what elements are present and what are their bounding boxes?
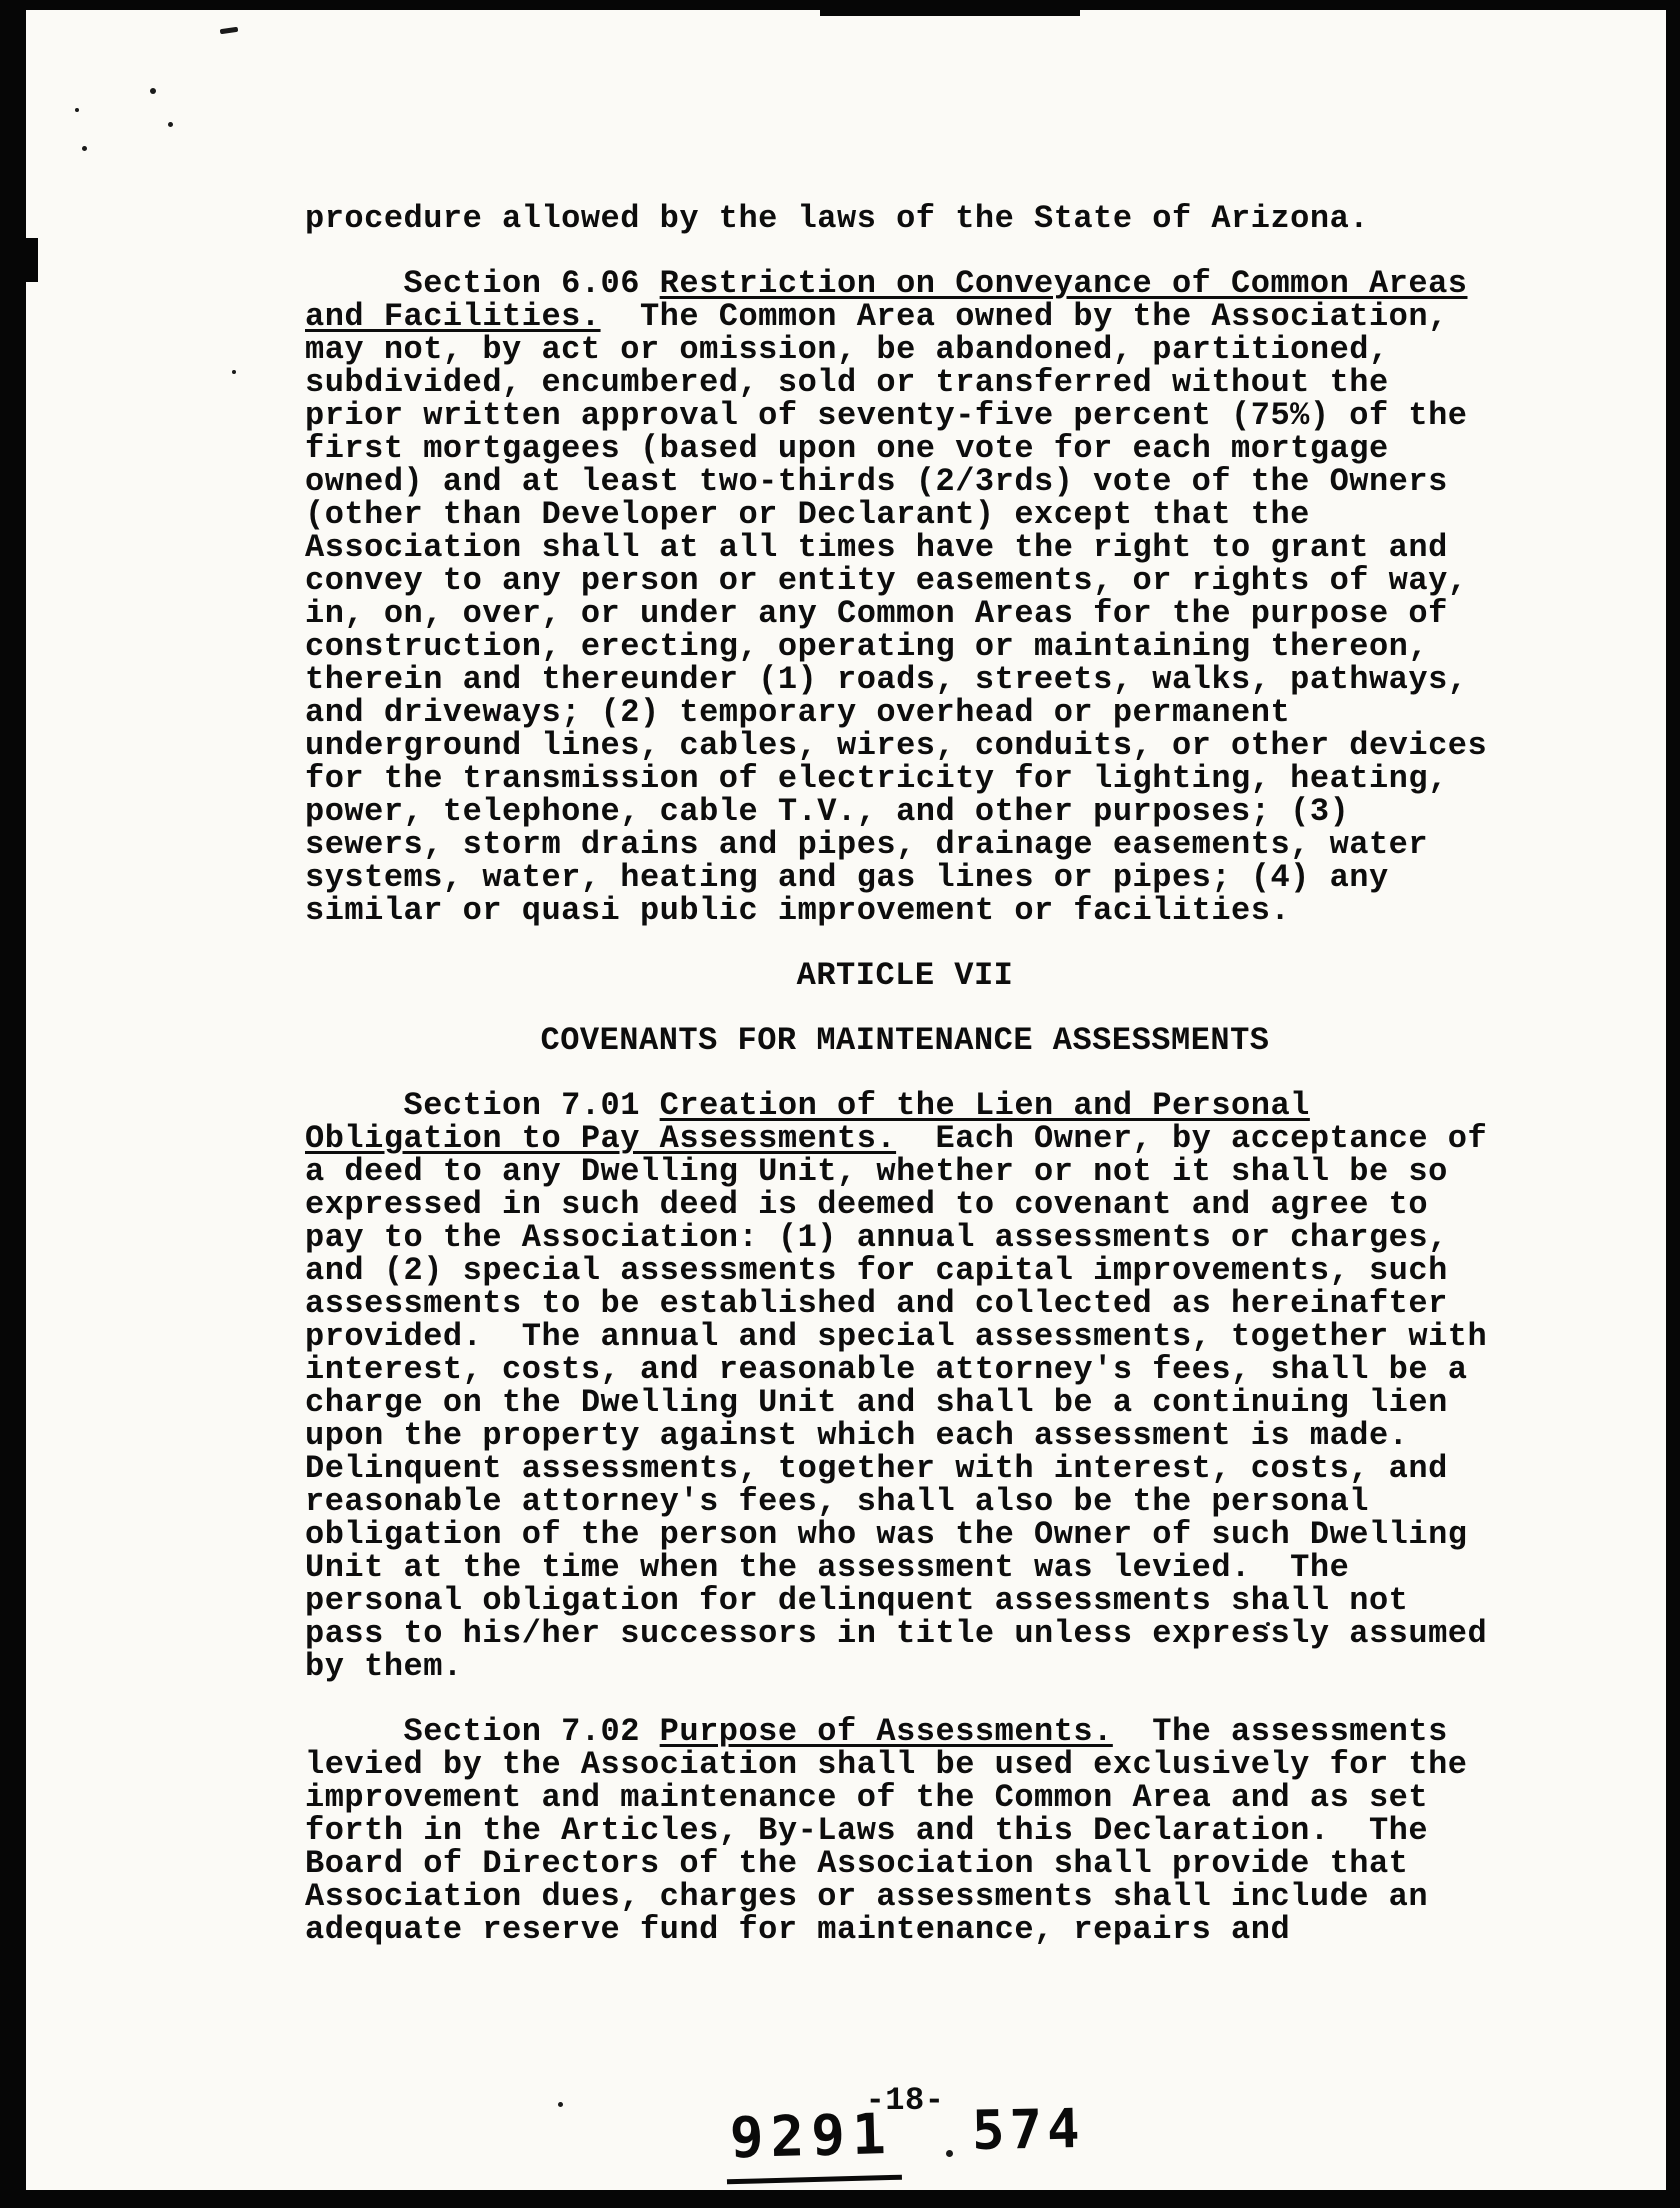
text-segment: The Common Area owned by the Association,: [600, 298, 1448, 335]
text-segment: procedure allowed by the laws of the State of Arizona.: [305, 200, 1369, 237]
text-line: [305, 630, 1505, 663]
text-segment: obligation of the person who was the Owner of such Dwelling: [305, 1516, 1468, 1553]
text-segment: a deed to any Dwelling Unit, whether or not it shall be so: [305, 1153, 1448, 1190]
text-segment: improvement and maintenance of the Common Area and as set: [305, 1779, 1429, 1816]
scan-speck: [75, 108, 79, 112]
text-segment: owned) and at least two-thirds (2/3rds) vote of the Owners: [305, 463, 1448, 500]
text-line: [305, 1748, 1505, 1781]
text-segment: Board of Directors of the Association shall provide that: [305, 1845, 1409, 1882]
text-line: [305, 564, 1505, 597]
text-line: [305, 959, 1505, 992]
text-line: [305, 1584, 1505, 1617]
text-segment: (other than Developer or Declarant) except that the: [305, 496, 1310, 533]
text-segment: similar or quasi public improvement or facilities.: [305, 892, 1291, 929]
text-segment: Section 7.01: [305, 1087, 660, 1124]
text-line: [305, 1452, 1505, 1485]
scan-border-blob: [0, 238, 38, 282]
document-page: [26, 10, 1666, 2190]
docket-stamp-right: 574: [971, 2097, 1086, 2162]
text-line: [305, 729, 1505, 762]
text-segment: Association dues, charges or assessments shall include an: [305, 1878, 1429, 1915]
text-segment: systems, water, heating and gas lines or pipes; (4) any: [305, 859, 1389, 896]
document-text-column: [305, 136, 1505, 2183]
text-line: [305, 828, 1505, 861]
text-line: [305, 663, 1505, 696]
text-segment: The assessments: [1112, 1713, 1448, 1750]
scan-border-blob: [820, 0, 1080, 16]
text-segment: upon the property against which each assessment is made.: [305, 1417, 1409, 1454]
text-segment: charge on the Dwelling Unit and shall be a continuing lien: [305, 1384, 1448, 1421]
text-line: [305, 1617, 1505, 1650]
article-subheading: [305, 1024, 1505, 1057]
text-line: [305, 1485, 1505, 1518]
text-segment: levied by the Association shall be used exclusively for the: [305, 1746, 1468, 1783]
underlined-heading-text: Restriction on Conveyance of Common Areas: [659, 265, 1468, 302]
text-line: [305, 762, 1505, 795]
text-segment: prior written approval of seventy-five percent (75%) of the: [305, 397, 1468, 434]
docket-stamp-left: 9291: [725, 2102, 902, 2185]
text-segment: interest, costs, and reasonable attorney's fees, shall be a: [305, 1351, 1468, 1388]
text-line: [305, 1715, 1505, 1748]
text-line: [305, 333, 1505, 366]
text-line: [305, 465, 1505, 498]
text-segment: Section 6.06: [305, 265, 660, 302]
text-segment: reasonable attorney's fees, shall also be the personal: [305, 1483, 1369, 1520]
scan-speck: [82, 146, 87, 151]
text-segment: forth in the Articles, By-Laws and this Declaration. The: [305, 1812, 1429, 1849]
text-segment: in, on, over, or under any Common Areas for the purpose of: [305, 595, 1448, 632]
text-segment: convey to any person or entity easements, or rights of way,: [305, 562, 1468, 599]
text-segment: adequate reserve fund for maintenance, repairs and: [305, 1911, 1291, 1948]
document-text: [305, 202, 1505, 1946]
text-line: [305, 531, 1505, 564]
article-heading: [305, 959, 1505, 992]
text-segment: and driveways; (2) temporary overhead or permanent: [305, 694, 1291, 731]
text-segment: Unit at the time when the assessment was levied. The: [305, 1549, 1350, 1586]
text-line: [305, 1024, 1505, 1057]
underlined-heading-text: and Facilities.: [305, 298, 601, 335]
text-segment: ARTICLE VII: [796, 957, 1014, 994]
text-segment: personal obligation for delinquent assessments shall not: [305, 1582, 1409, 1619]
text-segment: by them.: [305, 1648, 463, 1685]
text-line: [305, 366, 1505, 399]
text-line: [305, 1419, 1505, 1452]
text-line: [305, 1122, 1505, 1155]
text-line: [305, 861, 1505, 894]
text-line: [305, 267, 1505, 300]
text-line: [305, 498, 1505, 531]
text-line: [305, 1781, 1505, 1814]
scan-speck: [168, 122, 173, 127]
text-line: [305, 1155, 1505, 1188]
section-7-01: [305, 1089, 1505, 1683]
text-line: [305, 1880, 1505, 1913]
text-line: [305, 1913, 1505, 1946]
text-line: [305, 202, 1505, 235]
section-7-02: [305, 1715, 1505, 1946]
text-segment: Delinquent assessments, together with interest, costs, and: [305, 1450, 1448, 1487]
scan-speck: [220, 27, 239, 34]
text-line: [305, 795, 1505, 828]
text-segment: therein and thereunder (1) roads, streets, walks, pathways,: [305, 661, 1468, 698]
underlined-heading-text: Creation of the Lien and Personal: [659, 1087, 1310, 1124]
scan-speck: [150, 88, 156, 94]
text-segment: and (2) special assessments for capital improvements, such: [305, 1252, 1448, 1289]
underlined-heading-text: Purpose of Assessments.: [659, 1713, 1113, 1750]
text-line: [305, 1188, 1505, 1221]
text-line: [305, 1353, 1505, 1386]
text-line: [305, 399, 1505, 432]
text-line: [305, 1518, 1505, 1551]
text-segment: sewers, storm drains and pipes, drainage easements, water: [305, 826, 1429, 863]
text-segment: expressed in such deed is deemed to covenant and agree to: [305, 1186, 1429, 1223]
section-6-06: [305, 267, 1505, 927]
text-line: [305, 1287, 1505, 1320]
text-segment: provided. The annual and special assessments, together with: [305, 1318, 1488, 1355]
text-segment: assessments to be established and collected as hereinafter: [305, 1285, 1448, 1322]
text-segment: COVENANTS FOR MAINTENANCE ASSESSMENTS: [540, 1022, 1270, 1059]
text-line: [305, 1254, 1505, 1287]
text-segment: pay to the Association: (1) annual assessments or charges,: [305, 1219, 1448, 1256]
text-segment: Section 7.02: [305, 1713, 660, 1750]
text-segment: may not, by act or omission, be abandoned, partitioned,: [305, 331, 1389, 368]
text-line: [305, 1320, 1505, 1353]
text-line: [305, 696, 1505, 729]
text-line: [305, 1089, 1505, 1122]
text-segment: subdivided, encumbered, sold or transferred without the: [305, 364, 1389, 401]
underlined-heading-text: Obligation to Pay Assessments.: [305, 1120, 897, 1157]
text-line: [305, 597, 1505, 630]
text-segment: construction, erecting, operating or maintaining thereon,: [305, 628, 1429, 665]
text-line: [305, 432, 1505, 465]
scan-speck: [232, 370, 236, 374]
text-segment: power, telephone, cable T.V., and other purposes; (3): [305, 793, 1350, 830]
text-segment: underground lines, cables, wires, conduits, or other devices: [305, 727, 1488, 764]
text-line: [305, 1551, 1505, 1584]
text-line: [305, 1386, 1505, 1419]
text-line: [305, 894, 1505, 927]
text-line: [305, 1650, 1505, 1683]
text-line: [305, 1814, 1505, 1847]
text-line: [305, 1847, 1505, 1880]
page-number: -18-: [865, 2082, 945, 2119]
text-segment: pass to his/her successors in title unless expressly assumed: [305, 1615, 1488, 1652]
text-line: [305, 1221, 1505, 1254]
text-segment: Association shall at all times have the right to grant and: [305, 529, 1448, 566]
text-segment: first mortgagees (based upon one vote for each mortgage: [305, 430, 1389, 467]
text-segment: for the transmission of electricity for lighting, heating,: [305, 760, 1448, 797]
text-segment: Each Owner, by acceptance of: [896, 1120, 1488, 1157]
text-line: [305, 300, 1505, 333]
paragraph-continuation: [305, 202, 1505, 235]
